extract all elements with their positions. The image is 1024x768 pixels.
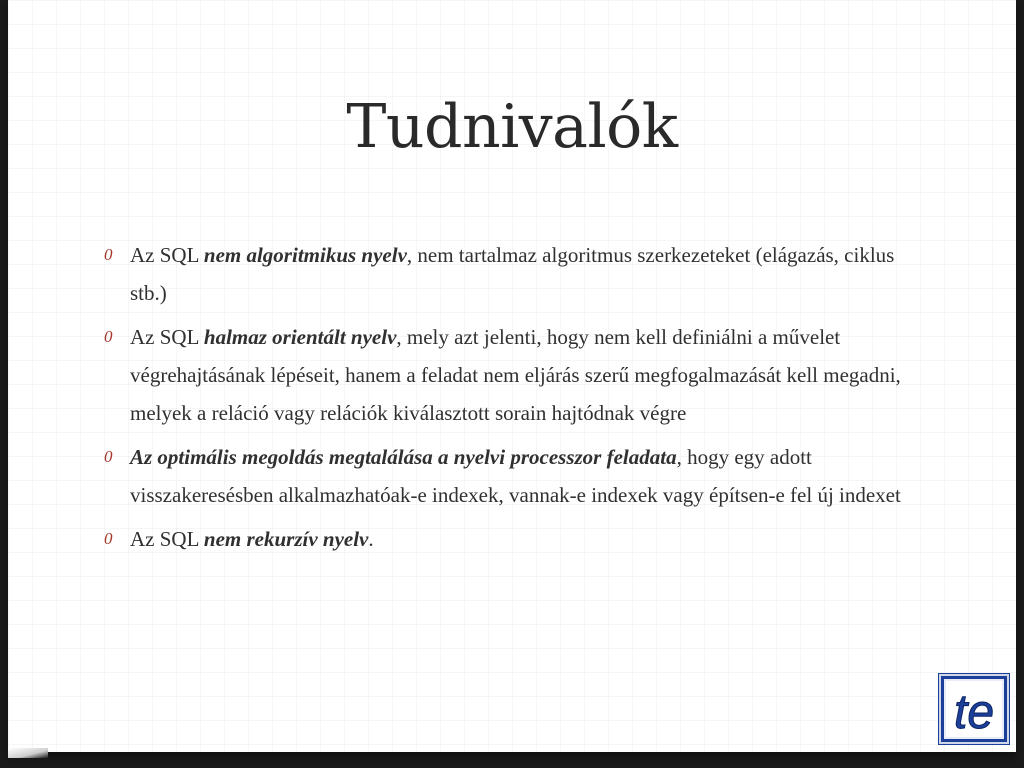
bullet-text-post: , nem tartalmaz algoritmus szerkezeteket (elágazás, ciklus stb.): [130, 243, 895, 305]
bullet-text-post: .: [368, 527, 374, 551]
te-logo: [939, 674, 1009, 744]
bullet-marker: 0: [104, 245, 113, 264]
bullet-item: [104, 520, 904, 558]
bullet-marker: 0: [104, 447, 113, 466]
bullet-text-post: , mely azt jelenti, hogy nem kell definiálni a művelet végrehajtásának lépéseit, hanem a feladat nem eljárás szerű megfogalmazását kell megadni, melyek a reláció vagy relációk kiválasztott sorain hajtódnak végre: [130, 325, 901, 425]
bullet-text-pre: Az SQL: [130, 527, 204, 551]
bullet-text-emphasis: nem rekurzív nyelv: [203, 527, 369, 551]
te-logo-text: te: [953, 686, 995, 739]
bullet-marker: 0: [104, 529, 113, 548]
te-logo-icon: [941, 676, 1007, 742]
bullet-text-emphasis: Az optimális megoldás megtalálása a nyelvi processzor feladata: [130, 445, 677, 469]
bullet-item: [104, 236, 904, 312]
bullet-text-emphasis: nem algoritmikus nyelv: [203, 243, 407, 267]
bullet-text-emphasis: halmaz orientált nyelv: [203, 325, 397, 349]
page-curl-decoration: [8, 748, 48, 758]
bullet-item: [104, 438, 904, 514]
bullet-text-pre: Az SQL: [130, 325, 204, 349]
bullet-list: [104, 236, 904, 564]
bullet-item: [104, 318, 904, 432]
slide-title: Tudnivalók: [346, 92, 678, 162]
bullet-text-post: , hogy egy adott visszakeresésben alkalmazhatóak-e indexek, vannak-e indexek vagy építsen-e fel új indexet: [130, 445, 901, 507]
bullet-marker: 0: [104, 327, 113, 346]
bullet-text-pre: Az SQL: [130, 243, 204, 267]
